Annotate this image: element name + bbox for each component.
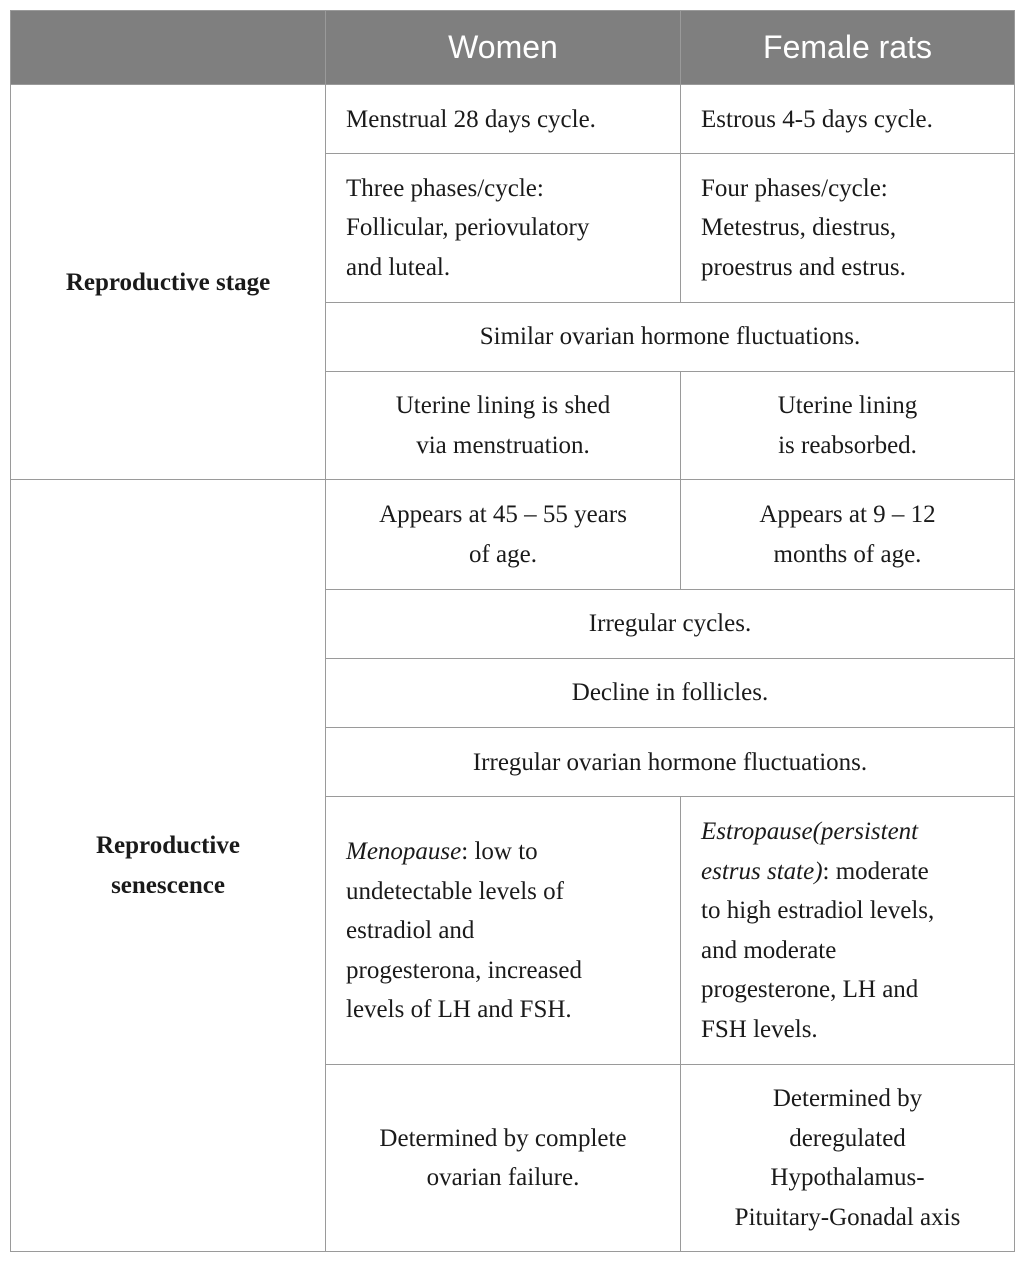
term-menopause: Menopause bbox=[346, 838, 462, 866]
term-estropause: Estropause(persistent bbox=[701, 818, 919, 846]
header-women: Women bbox=[326, 11, 681, 85]
cell-rats-phases: Four phases/cycle: Metestrus, diestrus, proestrus and estrus. bbox=[681, 154, 1015, 302]
header-female-rats: Female rats bbox=[681, 11, 1015, 85]
cell-rats-estropause: Estropause(persistent estrus state): moderate to high estradiol levels, and moderate progesterone, LH and FSH levels. bbox=[681, 797, 1015, 1065]
header-row bbox=[11, 11, 1015, 85]
cell-rats-onset: Appears at 9 – 12 months of age. bbox=[681, 480, 1015, 589]
cell-women-lining: Uterine lining is shed via menstruation. bbox=[326, 372, 681, 480]
table-row bbox=[11, 480, 1015, 589]
cell-women-cause: Determined by complete ovarian failure. bbox=[326, 1065, 681, 1252]
cell-women-onset: Appears at 45 – 55 years of age. bbox=[326, 480, 681, 589]
cell-shared-irregular-hormones: Irregular ovarian hormone fluctuations. bbox=[326, 728, 1015, 797]
cell-shared-irregular-cycles: Irregular cycles. bbox=[326, 589, 1015, 658]
cell-women-cycle: Menstrual 28 days cycle. bbox=[326, 85, 681, 154]
cell-rats-lining: Uterine lining is reabsorbed. bbox=[681, 372, 1015, 480]
cell-women-phases: Three phases/cycle: Follicular, periovulatory and luteal. bbox=[326, 154, 681, 302]
cell-women-menopause: Menopause: low to undetectable levels of estradiol and progesterona, increased levels of LH and FSH. bbox=[326, 797, 681, 1065]
row-label-reproductive-stage: Reproductive stage bbox=[11, 85, 326, 480]
table-row bbox=[11, 85, 1015, 154]
term-estrus-state: estrus state) bbox=[701, 857, 823, 885]
row-label-reproductive-senescence: Reproductive senescence bbox=[11, 480, 326, 1252]
cell-shared-hormone-fluctuations: Similar ovarian hormone fluctuations. bbox=[326, 302, 1015, 371]
comparison-table bbox=[10, 10, 1015, 1252]
cell-shared-decline-follicles: Decline in follicles. bbox=[326, 659, 1015, 728]
header-blank-cell bbox=[11, 11, 326, 85]
cell-rats-cycle: Estrous 4-5 days cycle. bbox=[681, 85, 1015, 154]
cell-rats-cause: Determined by deregulated Hypothalamus- Pituitary-Gonadal axis bbox=[681, 1065, 1015, 1252]
